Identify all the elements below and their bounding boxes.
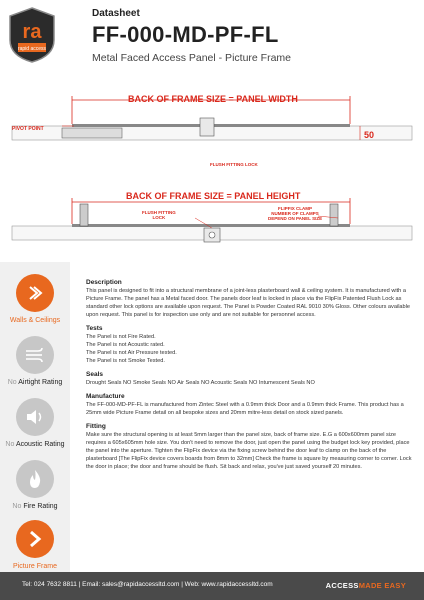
feature-label: Picture Frame: [13, 563, 57, 570]
feature-sidebar: [0, 262, 70, 572]
description-text: This panel is designed to fit into a structural membrane of a joint-less plasterboard wall & ceiling system. It is manufactured with a Picture Frame. The panel has a Metal faced door. The panels door leaf is locked in place via the FlipFix Patented Flush Lock as standard other lock options are available upon request. The Panel is Powder Coated RAL 9010 30% Gloss. Other colours available upon request. This panel is for inspection use only and are not suitable for personnel access.: [86, 288, 411, 318]
manufacture-text: The FF-000-MD-PF-FL is manufactured from Zintec Steel with a 0.9mm thick Door and a 0.9mm thick Frame. This product has a 25mm wide Picture Frame detail on all bespoke sizes and 20mm mitre-less detail on stock sized panels.: [86, 402, 404, 416]
flush-lock-note: FLUSH FITTING LOCK: [210, 162, 258, 167]
feature-airtight: [0, 336, 70, 386]
feature-prefix: No: [7, 379, 17, 386]
technical-drawing: [0, 78, 424, 258]
seals-text: Drought Seals NO Smoke Seals NO Air Seals NO Acoustic Seals NO Intumescent Seals NO: [86, 380, 315, 386]
datasheet-label: Datasheet: [92, 8, 140, 19]
datasheet-content: [86, 279, 416, 477]
header: [0, 0, 424, 78]
test-line: The Panel is not Acoustic rated.: [86, 342, 165, 348]
tests-list: [86, 333, 416, 365]
test-line: The Panel is not Fire Rated.: [86, 334, 156, 340]
flipfix-clamp-note: FLIPFIX CLAMP NUMBER OF CLAMPS DEPEND ON PANEL SIZE: [268, 206, 323, 221]
footer: [0, 572, 424, 600]
feature-fire: [0, 460, 70, 510]
section-drawings: [0, 78, 424, 258]
feature-label: Airtight Rating: [18, 379, 63, 386]
feature-label: Walls & Ceilings: [9, 317, 61, 324]
brand-word: ACCESS: [325, 581, 359, 590]
svg-text:ra: ra: [22, 21, 42, 43]
panel-height-dimension: BACK OF FRAME SIZE = PANEL HEIGHT: [126, 191, 301, 201]
fitting-title: Fitting: [86, 423, 106, 430]
brand-tagline: [326, 581, 406, 590]
manufacture-title: Manufacture: [86, 393, 125, 400]
brand-accent-word: MADE EASY: [358, 581, 406, 590]
feature-picture-frame: [0, 520, 70, 570]
feature-label: Acoustic Rating: [15, 441, 65, 448]
description-title: Description: [86, 279, 122, 286]
speaker-icon: [16, 398, 54, 436]
fitting-text: Make sure the structural opening is at least 5mm larger than the panel size, back of frame size. E.G a 600x600mm panel size requires a 605x605mm hole size. You don't need to remove the door, just open the panel using the budget lock key provided, place the panel into the aperture. Tighten the FlipFix device via the fixing screw behind the door leaf to clamp on the back of the plasterboard [The FlipFix device covers boards from 8mm to 32mm] Check the frame is square by measuring corner to corner. Lock the door in place; the door and frame should be flush. Sit back and relax, you've just saved yourself 20 minutes.: [86, 432, 412, 470]
chevron-right-icon: [16, 520, 54, 558]
feature-prefix: No: [5, 441, 15, 448]
depth-value: 50: [364, 130, 375, 140]
product-name: Metal Faced Access Panel - Picture Frame: [92, 52, 291, 64]
test-line: The Panel is not Air Pressure tested.: [86, 350, 177, 356]
test-line: The Panel is not Smoke Tested.: [86, 358, 165, 364]
tests-title: Tests: [86, 325, 103, 332]
product-code: FF-000-MD-PF-FL: [92, 22, 279, 47]
seals-title: Seals: [86, 371, 103, 378]
flame-icon: [16, 460, 54, 498]
feature-prefix: No: [12, 503, 22, 510]
feature-walls-ceilings: [0, 274, 70, 324]
feature-label: Fire Rating: [23, 503, 58, 510]
svg-text:rapid access: rapid access: [17, 46, 47, 52]
flush-lock-note-2: FLUSH FITTING LOCK: [142, 210, 176, 220]
layers-icon: [16, 274, 54, 312]
air-icon: [16, 336, 54, 374]
feature-acoustic: [0, 398, 70, 448]
contact-info[interactable]: Tel: 024 7632 8811 | Email: sales@rapidaccessltd.com | Web: www.rapidaccessltd.com: [22, 581, 273, 588]
panel-width-dimension: BACK OF FRAME SIZE = PANEL WIDTH: [128, 94, 298, 104]
pivot-point-label: PIVOT POINT: [12, 126, 44, 132]
company-logo: [6, 6, 58, 64]
